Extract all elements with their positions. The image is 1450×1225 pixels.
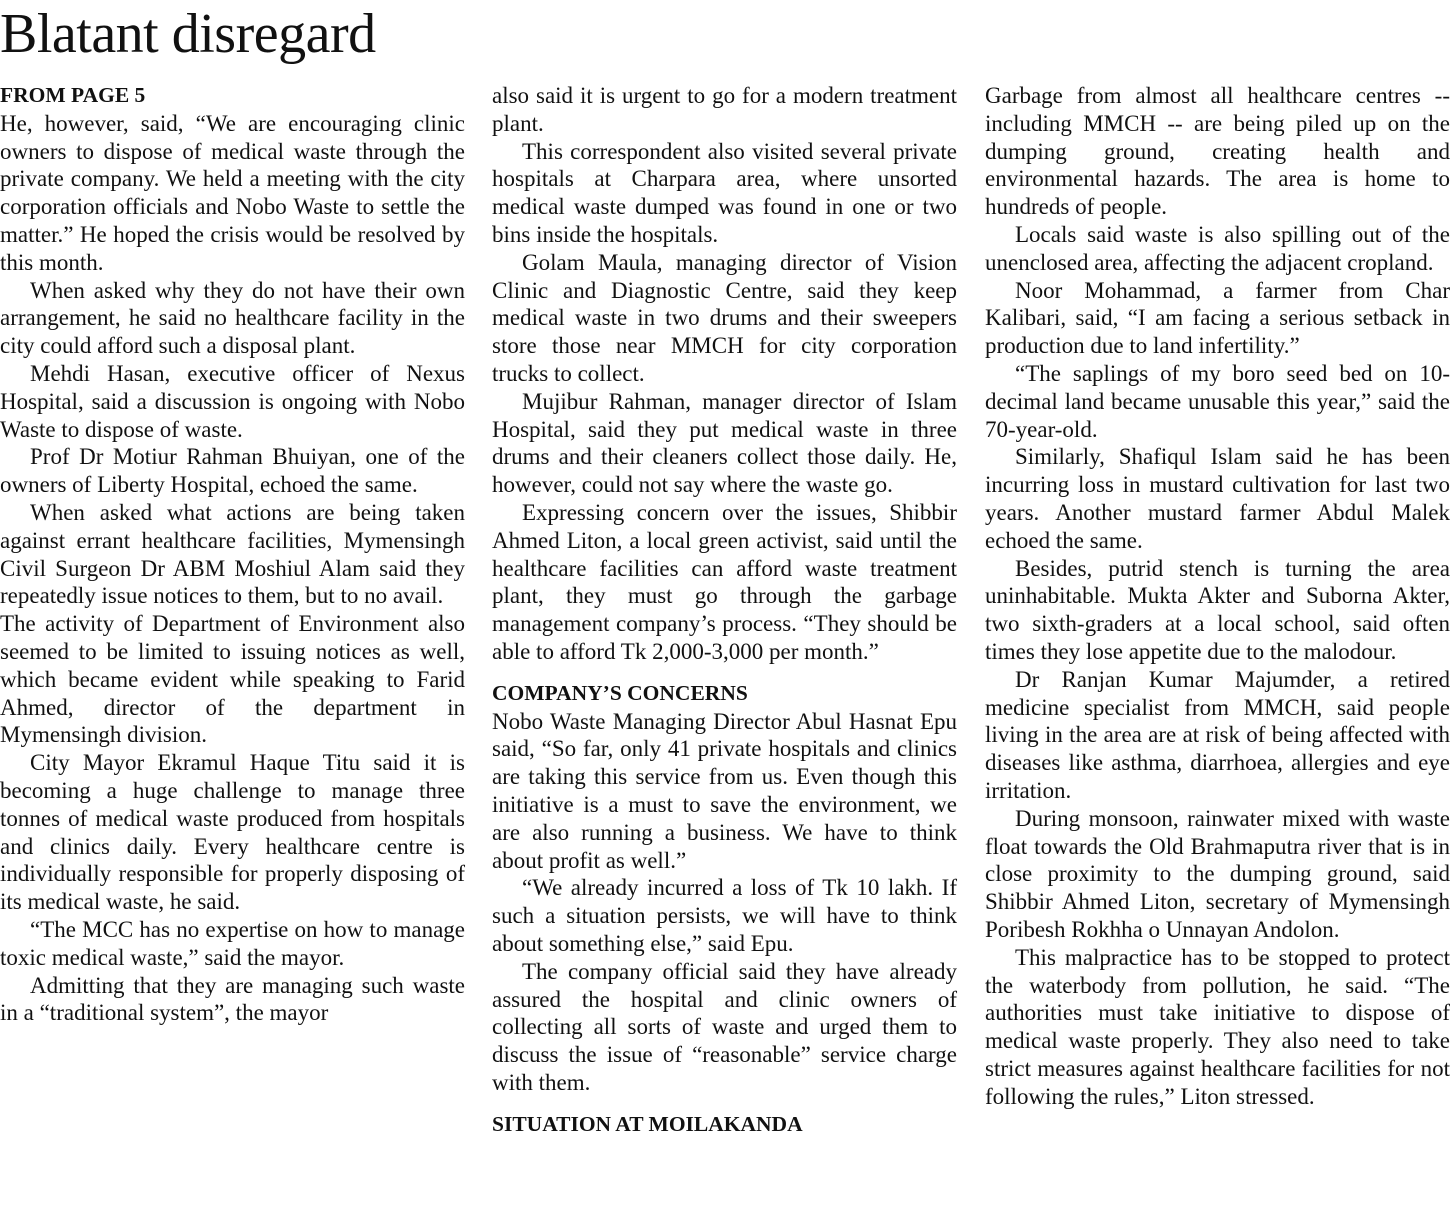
paragraph: Locals said waste is also spilling out of the unenclosed area, affecting the adjacent cropland. bbox=[985, 221, 1450, 275]
paragraph: This malpractice has to be stopped to protect the waterbody from pollution, he said. “The authorities must take initiative to dispose of medical waste properly. They also need to take strict measures against healthcare facilities for not following the rules,” Liton stressed. bbox=[985, 944, 1450, 1109]
paragraph: “The MCC has no expertise on how to manage toxic medical waste,” said the mayor. bbox=[0, 916, 465, 970]
paragraph: This correspondent also visited several private hospitals at Charpara area, where unsorted medical waste dumped was found in one or two bins inside the hospitals. bbox=[492, 138, 957, 247]
paragraph: Garbage from almost all healthcare centres -- including MMCH -- are being piled up on the dumping ground, creating health and environmental hazards. The area is home to hundreds of people. bbox=[985, 83, 1450, 220]
paragraph: also said it is urgent to go for a modern treatment plant. bbox=[492, 83, 957, 136]
paragraph: Expressing concern over the issues, Shibbir Ahmed Liton, a local green activist, said until the healthcare facilities can afford waste treatment plant, they must go through the garbage management company’s process. “They should be able to afford Tk 2,000-3,000 per month.” bbox=[492, 499, 957, 664]
paragraph: Similarly, Shafiqul Islam said he has been incurring loss in mustard cultivation for last two years. Another mustard farmer Abdul Malek echoed the same. bbox=[985, 444, 1450, 553]
paragraph: Mehdi Hasan, executive officer of Nexus Hospital, said a discussion is ongoing with Nobo Waste to dispose of waste. bbox=[0, 360, 465, 442]
paragraph: Besides, putrid stench is turning the area uninhabitable. Mukta Akter and Suborna Akter, two sixth-graders at a local school, said often times they lose appetite due to the malodour. bbox=[985, 555, 1450, 664]
paragraph: The activity of Department of Environment also seemed to be limited to issuing notices as well, which became evident while speaking to Farid Ahmed, director of the department in Mymensingh division. bbox=[0, 611, 465, 748]
subhead-situation-at-moilakanda: SITUATION AT MOILAKANDA bbox=[492, 1111, 803, 1136]
paragraph: Mujibur Rahman, manager director of Islam Hospital, said they put medical waste in three drums and their cleaners collect those daily. He, however, could not say where the waste go. bbox=[492, 388, 957, 498]
paragraph: Admitting that they are managing such waste in a “traditional system”, the mayor bbox=[0, 972, 465, 1026]
article-column-2 bbox=[492, 82, 957, 1138]
paragraph: Golam Maula, managing director of Vision Clinic and Diagnostic Centre, said they keep medical waste in two drums and their sweepers store those near MMCH for city corporation trucks to collect. bbox=[492, 249, 957, 386]
paragraph: When asked why they do not have their own arrangement, he said no healthcare facility in the city could afford such a disposal plant. bbox=[0, 277, 465, 359]
paragraph: Prof Dr Motiur Rahman Bhuiyan, one of the owners of Liberty Hospital, echoed the same. bbox=[0, 444, 465, 498]
paragraph: Dr Ranjan Kumar Majumder, a retired medicine specialist from MMCH, said people living in the area are at risk of being affected with diseases like asthma, diarrhoea, allergies and eye irritation. bbox=[985, 666, 1450, 803]
paragraph: Nobo Waste Managing Director Abul Hasnat Epu said, “So far, only 41 private hospitals and clinics are taking this service from us. Even though this initiative is a must to save the environment, we are also running a business. We have to think about profit as well.” bbox=[492, 708, 957, 873]
paragraph: When asked what actions are being taken against errant healthcare facilities, Mymensingh Civil Surgeon Dr ABM Moshiul Alam said they repeatedly issue notices to them, but to no avail. bbox=[0, 499, 465, 609]
article-column-1 bbox=[0, 82, 465, 1027]
article-column-3 bbox=[985, 82, 1450, 1110]
paragraph: City Mayor Ekramul Haque Titu said it is becoming a huge challenge to manage three tonnes of medical waste produced from hospitals and clinics daily. Every healthcare centre is individually responsible for properly disposing of its medical waste, he said. bbox=[0, 750, 465, 915]
paragraph: Noor Mohammad, a farmer from Char Kalibari, said, “I am facing a serious setback in production due to land infertility.” bbox=[985, 277, 1450, 359]
paragraph: During monsoon, rainwater mixed with waste float towards the Old Brahmaputra river that is in close proximity to the dumping ground, said Shibbir Ahmed Liton, secretary of Mymensingh Poribesh Rokhha o Unnayan Andolon. bbox=[985, 805, 1450, 942]
paragraph: “We already incurred a loss of Tk 10 lakh. If such a situation persists, we will have to think about something else,” said Epu. bbox=[492, 875, 957, 956]
paragraph: The company official said they have already assured the hospital and clinic owners of collecting all sorts of waste and urged them to discuss the issue of “reasonable” service charge with them. bbox=[492, 958, 957, 1095]
headline: Blatant disregard bbox=[0, 3, 376, 65]
paragraph: He, however, said, “We are encouraging clinic owners to dispose of medical waste through the private company. We held a meeting with the city corporation officials and Nobo Waste to settle the matter.” He hoped the crisis would be resolved by this month. bbox=[0, 110, 465, 275]
paragraph: “The saplings of my boro seed bed on 10-decimal land became unusable this year,” said the 70-year-old. bbox=[985, 360, 1450, 442]
subhead-company-concerns: COMPANY’S CONCERNS bbox=[492, 680, 748, 705]
jump-label: FROM PAGE 5 bbox=[0, 83, 146, 107]
